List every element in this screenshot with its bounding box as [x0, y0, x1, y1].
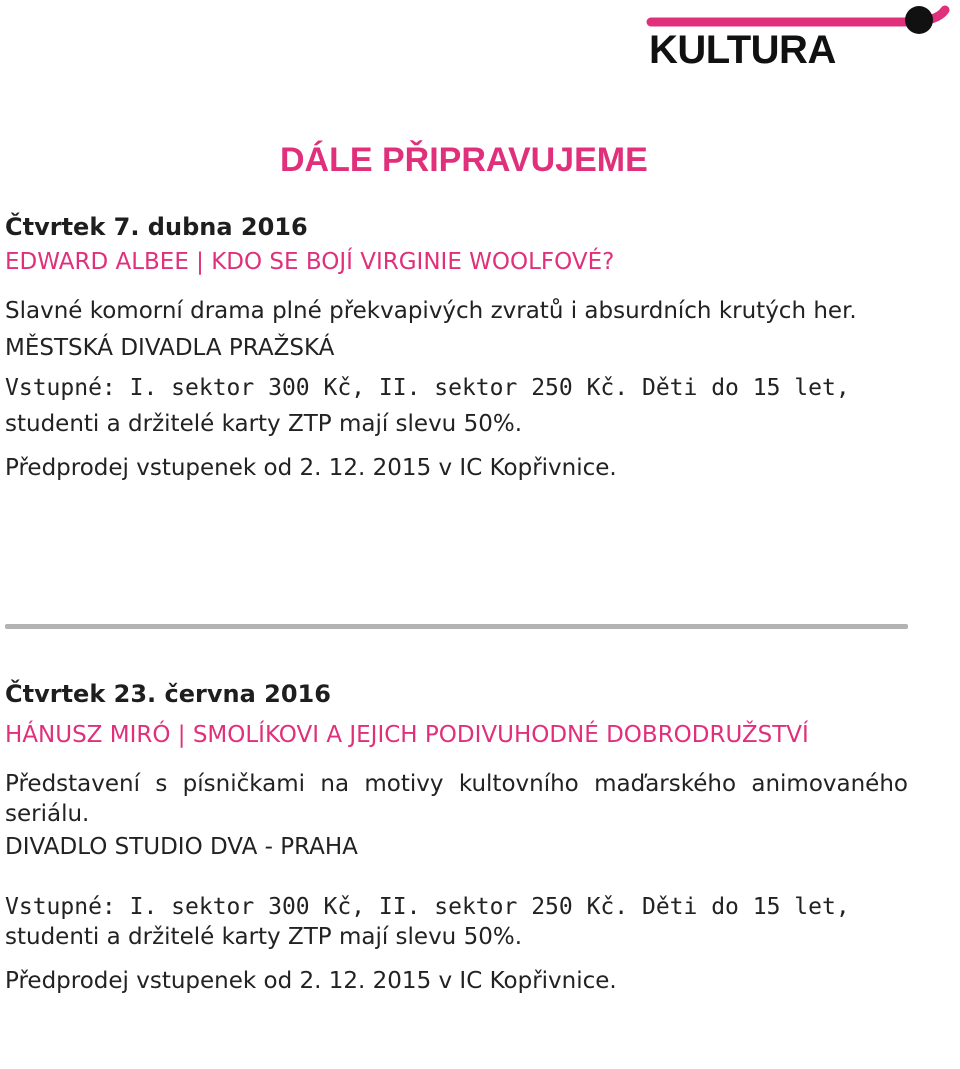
event-date: Čtvrtek 23. června 2016	[5, 680, 331, 708]
event-discount: studenti a držitelé karty ZTP mají slevu 50%.	[5, 924, 523, 950]
divider	[5, 624, 908, 629]
event-presale: Předprodej vstupenek od 2. 12. 2015 v IC Kopřivnice.	[5, 455, 617, 481]
section-title: DÁLE PŘIPRAVUJEME	[280, 141, 648, 179]
event-2	[5, 679, 908, 999]
event-title: EDWARD ALBEE | KDO SE BOJÍ VIRGINIE WOOLFOVÉ?	[5, 249, 615, 275]
event-company: DIVADLO STUDIO DVA - PRAHA	[5, 834, 358, 860]
event-description: Slavné komorní drama plné překvapivých zvratů i absurdních krutých her.	[5, 298, 857, 324]
event-1	[5, 212, 908, 486]
event-company: MĚSTSKÁ DIVADLA PRAŽSKÁ	[5, 335, 335, 361]
event-title: HÁNUSZ MIRÓ | SMOLÍKOVI A JEJICH PODIVUHODNÉ DOBRODRUŽSTVÍ	[5, 722, 809, 748]
event-price: Vstupné: I. sektor 300 Kč, II. sektor 250 Kč. Děti do 15 let,	[5, 375, 850, 401]
logo-text: KULTURA	[649, 28, 836, 72]
event-presale: Předprodej vstupenek od 2. 12. 2015 v IC Kopřivnice.	[5, 968, 617, 994]
event-discount: studenti a držitelé karty ZTP mají slevu 50%.	[5, 411, 523, 437]
kultura-logo	[645, 0, 960, 80]
event-date: Čtvrtek 7. dubna 2016	[5, 213, 308, 241]
event-description: Představení s písničkami na motivy kultovního maďarského animovaného seriálu.	[5, 771, 908, 827]
event-price: Vstupné: I. sektor 300 Kč, II. sektor 250 Kč. Děti do 15 let,	[5, 894, 850, 920]
